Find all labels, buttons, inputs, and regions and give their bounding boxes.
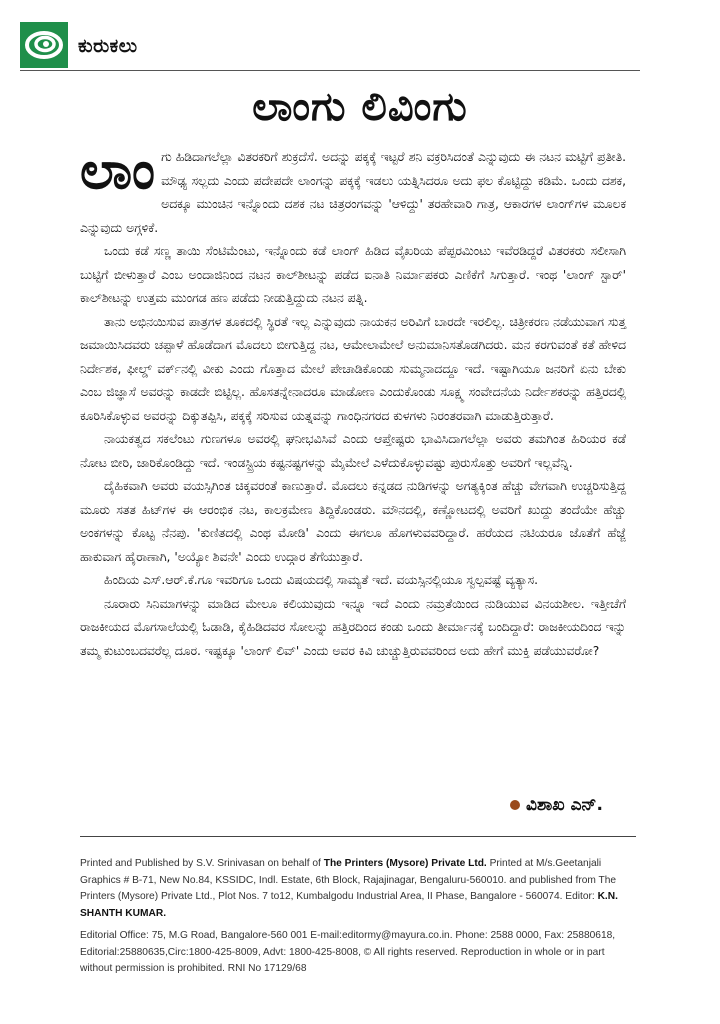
paragraph: ಲಾಂಗು ಹಿಡಿದಾಗಲೆಲ್ಲಾ ವಿತರಕರಿಗೆ ಶುಕ್ರದೆಸೆ. ಅದನ್ನು ಪಕ್ಕಕ್ಕೆ ಇಟ್ಟರೆ ಶನಿ ವಕ್ರರಿಸಿದಂತೆ ಎನ್ನುವುದು ಈ ನಟನ ಮಟ್ಟಿಗೆ ಪ್ರತೀತಿ. ಮೌಢ್ಯ ಸಲ್ಲದು ಎಂದು ಪದೇಪದೇ ಲಾಂಗನ್ನು ಪಕ್ಕಕ್ಕೆ ಇಡಲು ಯತ್ನಿಸಿದರೂ ಅದು ಫಲ ಕೊಟ್ಟಿದ್ದು ಕಡಿಮೆ. ಒಂದು ದಶಕ, ಅದಕ್ಕೂ ಮುಂಚಿನ ಇನ್ನೊಂದು ದಶಕ ನಟ ಚಿತ್ರರಂಗವನ್ನು 'ಆಳಿದ್ದು' ತರಹೇವಾರಿ ಗಾತ್ರ, ಆಕಾರಗಳ ಲಾಂಗ್‌ಗಳ ಮೂಲಕ ಎನ್ನುವುದು ಅಗ್ಗಳಿಕೆ.: [80, 141, 626, 235]
imprint-contact-line: Editorial Office: 75, M.G Road, Bangalore-560 001 E-mail:editormy@mayura.co.in. Phone: 2588 0000, Fax: 25880618, Editorial:25880635,Circ:1800-425-8009, Advt: 1800-425-8008, © All rights reserved. Reproduction in whole or in part without permission is prohibited. RNI No 17129/68: [80, 930, 616, 974]
bullet-icon: [510, 800, 520, 810]
author-name: ವಿಶಾಖ ಎನ್.: [526, 795, 603, 815]
doordarshan-logo-icon: [20, 22, 68, 68]
article-body: [80, 141, 626, 663]
header-divider: [20, 70, 640, 71]
imprint-publisher-line: Printed and Published by S.V. Srinivasan on behalf of The Printers (Mysore) Private Ltd. Printed at M/s.Geetanjali Graphics # B-71, New No.84, KSSIDC, Indl. Estate, 6th Block, Rajajinagar, Bengaluru-560010. and published from The Printers (Mysore) Private Ltd., Plot Nos. 7 to12, Kumbalgodu Industrial Area, II Phase, Bangalore - 560074. Editor: K.N. SHANTH KUMAR.: [80, 858, 618, 919]
article-title: ಲಾಂಗು ಲಿವಿಂಗು: [252, 84, 468, 130]
paragraph: ಒಂದು ಕಡೆ ಸಣ್ಣ ತಾಯಿ ಸೆಂಟಿಮೆಂಟು, ಇನ್ನೊಂದು ಕಡೆ ಲಾಂಗ್ ಹಿಡಿದ ವೈಖರಿಯ ಪೆಪ್ಪರಮಿಂಟು ಇವೆರಡಿದ್ದರೆ ವಿತರಕರು ಸಲೀಸಾಗಿ ಬುಟ್ಟಿಗೆ ಬೀಳುತ್ತಾರೆ ಎಂಬ ಅಂದಾಜಿನಿಂದ ನಟನ ಕಾಲ್‌ಶೀಟನ್ನು ಪಡೆದ ಐನಾತಿ ನಿರ್ಮಾಪಕರು ಎಣಿಕೆಗೆ ಸಿಗುತ್ತಾರೆ. ಇಂಥ 'ಲಾಂಗ್ ಸ್ಟಾರ್' ಕಾಲ್‌ಶೀಟನ್ನು ಉತ್ತಮ ಮುಂಗಡ ಹಣ ಪಡೆದು ನೀಡುತ್ತಿದ್ದುದು ನಟನ ಪತ್ನಿ.: [80, 244, 626, 305]
paragraph: ದೈಹಿಕವಾಗಿ ಅವರು ವಯಸ್ಸಿಗಿಂತ ಚಿಕ್ಕವರಂತೆ ಕಾಣುತ್ತಾರೆ. ಮೊದಲು ಕನ್ನಡದ ನುಡಿಗಳನ್ನು ಅಗತ್ಯಕ್ಕಿಂತ ಹೆಚ್ಚು ವೇಗವಾಗಿ ಉಚ್ಚರಿಸುತ್ತಿದ್ದ ಮೂರು ಸತತ ಹಿಟ್‌ಗಳ ಈ ಆರಂಭಿಕ ನಟ, ಕಾಲಕ್ರಮೇಣ ತಿದ್ದಿಕೊಂಡರು. ಮೌನದಲ್ಲಿ, ಕಣ್ಣೋಟದಲ್ಲಿ ಅವರಿಗೆ ಖುದ್ದು ತಂದೆಯೇ ಹೆಚ್ಚು ಅಂಕಗಳನ್ನು ಕೊಟ್ಟ ನೆನಪು. 'ಕುಣಿತದಲ್ಲಿ ಎಂಥ ಮೋಡಿ' ಎಂದು ಈಗಲೂ ಹೊಗಳುವವರಿದ್ದಾರೆ. ಹರೆಯದ ನಟಿಯರೂ ಜೊತೆಗೆ ಹೆಜ್ಜೆ ಹಾಕುವಾಗ ಹೈರಾಣಾಗಿ, 'ಅಯ್ಯೋ ಶಿವನೇ' ಎಂದು ಉದ್ಗಾರ ತೆಗೆಯುತ್ತಾರೆ.: [80, 479, 626, 564]
author-byline: [510, 795, 603, 815]
imprint-block: [80, 856, 636, 984]
paragraph: ಹಿಂದಿಯ ಎಸ್.ಆರ್.ಕೆ.ಗೂ ಇವರಿಗೂ ಒಂದು ವಿಷಯದಲ್ಲಿ ಸಾಮ್ಯತೆ ಇದೆ. ವಯಸ್ಸಿನಲ್ಲಿಯೂ ಸ್ವಲ್ಪವಷ್ಟೆ ವ್ಯತ್ಯಾಸ.: [104, 573, 538, 587]
section-title: ಕುರುಕಲು: [78, 35, 138, 57]
paragraph: ನಾಯಕತ್ವದ ಸಕಲೆಂಟು ಗುಣಗಳೂ ಅವರಲ್ಲಿ ಘನೀಭವಿಸಿವೆ ಎಂದು ಆಪ್ತೇಷ್ಟರು ಭಾವಿಸಿದಾಗಲೆಲ್ಲಾ ಅವರು ತಮಗಿಂತ ಹಿರಿಯರ ಕಡೆ ನೋಟ ಬೀರಿ, ಜಾರಿಕೊಂಡಿದ್ದು ಇದೆ. ಇಂಡಸ್ಟ್ರಿಯ ಕಷ್ಟನಷ್ಟಗಳನ್ನು ಮೈಮೇಲೆ ಎಳೆದುಕೊಳ್ಳುವಷ್ಟು ಪುರುಸೊತ್ತು ಅವರಿಗೆ ಇಲ್ಲವೆನ್ನಿ.: [80, 432, 626, 470]
drop-cap: ಲಾಂ: [80, 141, 156, 201]
publisher-name: The Printers (Mysore) Private Ltd.: [323, 858, 487, 869]
editor-name: K.N. SHANTH KUMAR.: [80, 891, 618, 919]
footer-divider: [80, 836, 636, 837]
page-header: [20, 22, 640, 68]
paragraph: ನೂರಾರು ಸಿನಿಮಾಗಳನ್ನು ಮಾಡಿದ ಮೇಲೂ ಕಲಿಯುವುದು ಇನ್ನೂ ಇದೆ ಎಂದು ನಮ್ರತೆಯಿಂದ ನುಡಿಯುವ ವಿನಯಶೀಲ. ಇತ್ತೀಚೆಗೆ ರಾಜಕೀಯದ ಮೊಗಸಾಲೆಯಲ್ಲಿ ಓಡಾಡಿ, ಕೈಹಿಡಿದವರ ಸೋಲನ್ನು ಹತ್ತಿರದಿಂದ ಕಂಡು ಒಂದು ತೀರ್ಮಾನಕ್ಕೆ ಬಂದಿದ್ದಾರೆ: ರಾಜಕೀಯದಿಂದ ಇನ್ನು ತಮ್ಮ ಕುಟುಂಬದವರೆಲ್ಲ ದೂರ. ಇಷ್ಟಕ್ಕೂ 'ಲಾಂಗ್ ಲಿವ್' ಎಂದು ಅವರ ಕಿವಿ ಚುಚ್ಚುತ್ತಿರುವವರಿಂದ ಅದು ಹೇಗೆ ಮುಕ್ತಿ ಪಡೆಯುವರೋ?: [80, 596, 626, 658]
paragraph: ತಾನು ಅಭಿನಯಿಸುವ ಪಾತ್ರಗಳ ತೂಕದಲ್ಲಿ ಸ್ಥಿರತೆ ಇಲ್ಲ ಎನ್ನುವುದು ನಾಯಕನ ಅರಿವಿಗೆ ಬಾರದೇ ಇರಲಿಲ್ಲ. ಚಿತ್ರೀಕರಣ ನಡೆಯುವಾಗ ಸುತ್ತ ಜಮಾಯಿಸಿದವರು ಚಪ್ಪಾಳೆ ಹೊಡೆದಾಗ ಮೊದಲು ಬೀಗುತ್ತಿದ್ದ ನಟ, ಆಮೇಲಾಮೇಲೆ ಅನುಮಾನಿಸತೊಡಗಿದರು. ಮನ ಕರಗುವಂತೆ ಕತೆ ಹೇಳಿದ ನಿರ್ದೇಶಕ, ಫೀಲ್ಡ್ ವರ್ಕ್‌ನಲ್ಲಿ ವೀಕು ಎಂದು ಗೊತ್ತಾದ ಮೇಲೆ ಪೇಚಾಡಿಕೊಂಡು ಸುಮ್ಮನಾದದ್ದೂ ಇದೆ. ಇಷ್ಟಾಗಿಯೂ ಜನರಿಗೆ ಏನು ಬೇಕು ಎಂಬ ಜಿಜ್ಞಾಸೆ ಅವರನ್ನು ಕಾಡದೇ ಬಿಟ್ಟಿಲ್ಲ. ಹೊಸತನ್ನೇನಾದರೂ ಮಾಡೋಣ ಎಂದುಕೊಂಡು ಸೂಕ್ಷ್ಮ ಸಂವೇದನೆಯ ನಿರ್ದೇಶಕರನ್ನು ಹತ್ತಿರದಲ್ಲಿ ಕೂರಿಸಿಕೊಳ್ಳುವ ಅವರನ್ನು ದಿಕ್ಕುತಪ್ಪಿಸಿ, ಪಕ್ಕಕ್ಕೆ ಸರಿಸುವ ಯತ್ನವನ್ನು ಗಾಂಧಿನಗರದ ಕುಳಗಳು ನಿರಂತರವಾಗಿ ಮಾಡುತ್ತಿರುತ್ತಾರೆ.: [80, 314, 626, 423]
